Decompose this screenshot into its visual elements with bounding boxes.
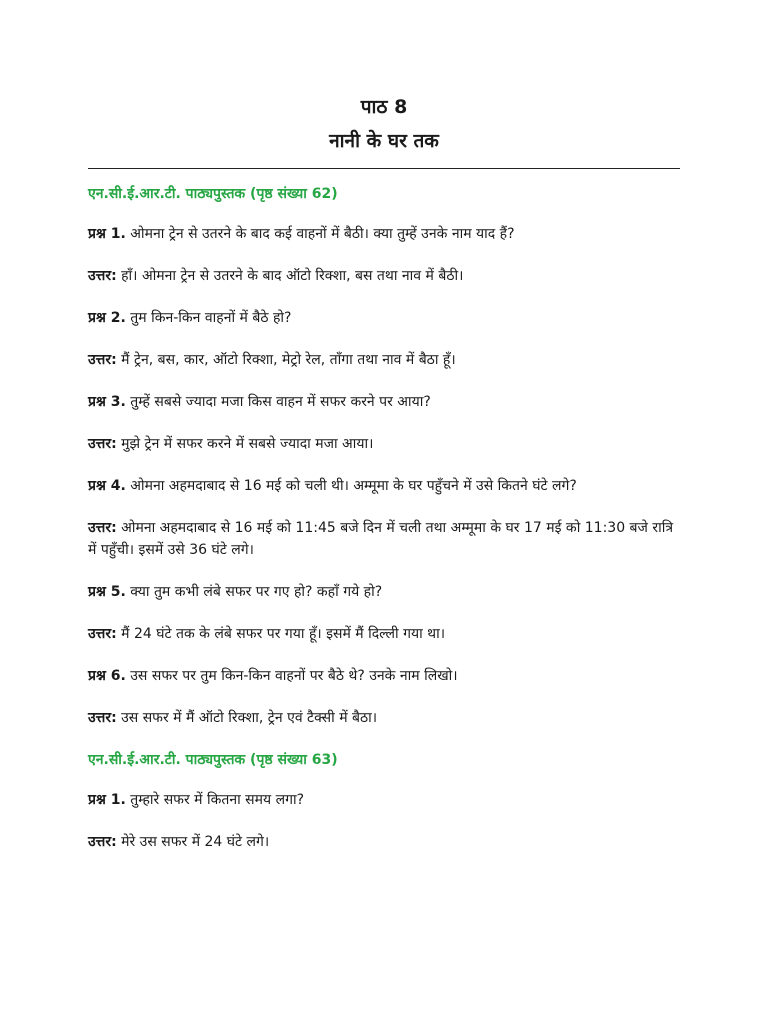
title-divider [88,168,680,169]
answer-label: उत्तर: [88,352,117,368]
question-6 [88,665,680,687]
question-label: प्रश्न 2. [88,310,126,326]
answer-label: उत्तर: [88,834,117,850]
answer-text: उस सफर में मैं ऑटो रिक्शा, ट्रेन एवं टैक्सी में बैठा। [116,710,378,726]
section-heading: एन.सी.ई.आर.टी. पाठ्यपुस्तक (पृष्ठ संख्या 62) [88,186,338,202]
question-label: प्रश्न 1. [88,226,126,242]
question-text: तुम्हें सबसे ज्यादा मजा किस वाहन में सफर करने पर आया? [125,394,431,410]
answer-text: मेरे उस सफर में 24 घंटे लगे। [116,834,270,850]
question-label: प्रश्न 6. [88,668,126,684]
answer-1 [88,831,680,853]
answer-label: उत्तर: [88,436,117,452]
question-text: उस सफर पर तुम किन-किन वाहनों पर बैठे थे? उनके नाम लिखो। [125,668,458,684]
answer-label: उत्तर: [88,626,117,642]
answer-6 [88,707,680,729]
question-2 [88,307,680,329]
question-text: तुम किन-किन वाहनों में बैठे हो? [125,310,292,326]
question-label: प्रश्न 4. [88,478,126,494]
answer-3 [88,433,680,455]
answer-text: मैं 24 घंटे तक के लंबे सफर पर गया हूँ। इसमें मैं दिल्ली गया था। [116,626,446,642]
answer-label: उत्तर: [88,268,117,284]
answer-4 [88,517,680,561]
answer-5 [88,623,680,645]
question-4 [88,475,680,497]
question-label: प्रश्न 3. [88,394,126,410]
answer-label: उत्तर: [88,710,117,726]
question-text: तुम्हारे सफर में कितना समय लगा? [125,792,305,808]
section-heading: एन.सी.ई.आर.टी. पाठ्यपुस्तक (पृष्ठ संख्या 63) [88,752,338,768]
section-page-62 [88,183,680,729]
question-5 [88,581,680,603]
answer-text: मुझे ट्रेन में सफर करने में सबसे ज्यादा मजा आया। [116,436,374,452]
question-1 [88,789,680,811]
question-3 [88,391,680,413]
answer-1 [88,265,680,287]
answer-text: मैं ट्रेन, बस, कार, ऑटो रिक्शा, मेट्रो रेल, ताँगा तथा नाव में बैठा हूँ। [116,352,456,368]
document-page [88,90,680,873]
title-block [88,90,680,158]
answer-text: ओमना अहमदाबाद से 16 मई को 11:45 बजे दिन में चली तथा अम्मूमा के घर 17 मई को 11:30 बजे रात्रि में पहुँची। इसमें उसे 36 घंटे लगे। [88,520,674,558]
answer-label: उत्तर: [88,520,117,536]
section-page-63 [88,749,680,853]
question-label: प्रश्न 1. [88,792,126,808]
question-text: क्या तुम कभी लंबे सफर पर गए हो? कहाँ गये हो? [125,584,383,600]
answer-2 [88,349,680,371]
question-1 [88,223,680,245]
chapter-title: नानी के घर तक [329,130,439,152]
question-label: प्रश्न 5. [88,584,126,600]
question-text: ओमना अहमदाबाद से 16 मई को चली थी। अम्मूमा के घर पहुँचने में उसे कितने घंटे लगे? [125,478,577,494]
answer-text: हाँ। ओमना ट्रेन से उतरने के बाद ऑटो रिक्शा, बस तथा नाव में बैठी। [116,268,464,284]
chapter-number: पाठ 8 [360,96,408,118]
question-text: ओमना ट्रेन से उतरने के बाद कई वाहनों में बैठी। क्या तुम्हें उनके नाम याद हैं? [125,226,515,242]
